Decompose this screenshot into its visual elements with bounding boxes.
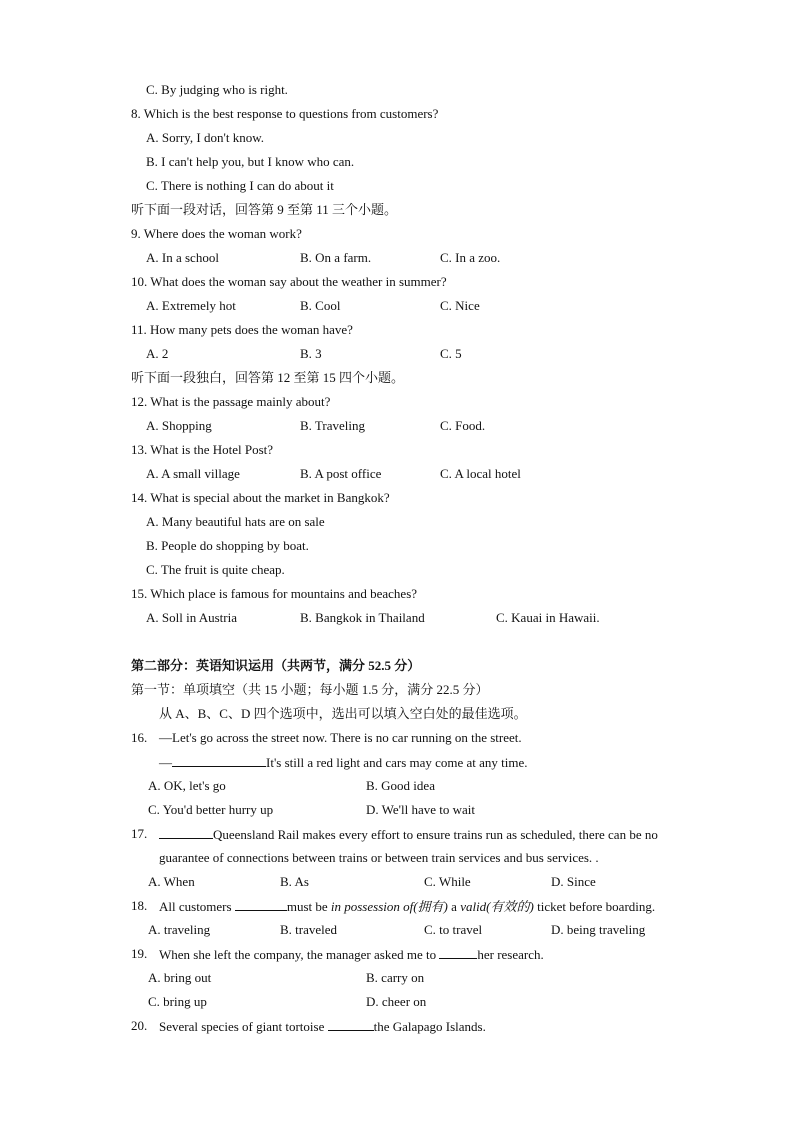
question-15: 15. Which place is famous for mountains and beaches? [131,586,418,601]
q16-option-c: C. You'd better hurry up [148,802,274,817]
q15-option-a: A. Soll in Austria [146,610,238,625]
q18-option-b: B. traveled [280,922,338,937]
q14-option-b: B. People do shopping by boat. [146,538,309,553]
q13-option-b: B. A post office [300,466,382,481]
question-13: 13. What is the Hotel Post? [131,442,274,457]
question-10: 10. What does the woman say about the weather in summer? [131,274,447,289]
q16-option-a: A. OK, let's go [148,778,226,793]
question-9: 9. Where does the woman work? [131,226,302,241]
q16-dash: — [159,755,172,770]
q11-option-a: A. 2 [146,346,169,361]
q16-number: 16. [131,730,148,745]
q20-line [159,1018,486,1035]
q19-option-a: A. bring out [148,970,212,985]
q11-option-c: C. 5 [440,346,462,361]
q15-option-b: B. Bangkok in Thailand [300,610,425,625]
q19-number: 19. [131,946,148,961]
q9-option-a: A. In a school [146,250,219,265]
question-12: 12. What is the passage mainly about? [131,394,331,409]
q16-blank [172,754,266,767]
q17-option-b: B. As [280,874,309,889]
q16-option-d: D. We'll have to wait [366,802,476,817]
q17-line2: guarantee of connections between trains or between train services and bus services. . [159,850,599,865]
q19-line [159,946,544,963]
q19-option-b: B. carry on [366,970,425,985]
q10-option-a: A. Extremely hot [146,298,236,313]
q18-italic-1: in possession of(拥有) [330,899,448,914]
q10-option-b: B. Cool [300,298,341,313]
q20-pre: Several species of giant tortoise [159,1019,325,1034]
q18-number: 18. [131,898,148,913]
q12-option-a: A. Shopping [146,418,212,433]
q18-mid2: a [447,899,461,914]
q9-option-c: C. In a zoo. [440,250,501,265]
q19-option-c: C. bring up [148,994,207,1009]
question-8: 8. Which is the best response to questions from customers? [131,106,439,121]
q18-pre: All customers [159,899,232,914]
q13-option-c: C. A local hotel [440,466,521,481]
q17-text1: Queensland Rail makes every effort to ensure trains run as scheduled, there can be no [213,827,658,842]
q18-option-c: C. to travel [424,922,483,937]
q16-line2 [159,754,528,771]
q16-text: It's still a red light and cars may come at any time. [266,755,528,770]
question-14: 14. What is special about the market in Bangkok? [131,490,390,505]
monologue-instruction: 听下面一段独白，回答第 12 至第 15 四个小题。 [131,370,405,385]
q19-option-d: D. cheer on [366,994,427,1009]
q20-blank [328,1018,374,1031]
q18-option-d: D. being traveling [551,922,646,937]
q17-blank [159,826,213,839]
question-11: 11. How many pets does the woman have? [131,322,353,337]
section1-heading: 第一节：单项填空（共 15 小题；每小题 1.5 分，满分 22.5 分） [131,682,489,697]
q18-post: ticket before boarding. [533,899,656,914]
q18-italic-2: valid(有效的) [460,899,534,914]
q16-option-b: B. Good idea [366,778,435,793]
q8-option-a: A. Sorry, I don't know. [146,130,265,145]
q19-pre: When she left the company, the manager asked me to [159,947,437,962]
q18-mid: must be [286,899,331,914]
q17-number: 17. [131,826,148,841]
q17-option-a: A. When [148,874,195,889]
q15-option-c: C. Kauai in Hawaii. [496,610,600,625]
q10-option-c: C. Nice [440,298,480,313]
section1-instruction: 从 A、B、C、D 四个选项中，选出可以填入空白处的最佳选项。 [159,706,527,721]
q14-option-a: A. Many beautiful hats are on sale [146,514,325,529]
q12-option-c: C. Food. [440,418,486,433]
q20-post: the Galapago Islands. [373,1019,486,1034]
dialogue-instruction: 听下面一段对话，回答第 9 至第 11 三个小题。 [131,202,398,217]
q19-post: her research. [477,947,544,962]
q12-option-b: B. Traveling [300,418,366,433]
q19-blank [439,946,477,959]
part2-heading: 第二部分：英语知识运用（共两节，满分 52.5 分） [131,658,421,673]
q7-option-c: C. By judging who is right. [146,82,288,97]
q13-option-a: A. A small village [146,466,240,481]
q18-option-a: A. traveling [148,922,211,937]
q20-number: 20. [131,1018,148,1033]
q9-option-b: B. On a farm. [300,250,372,265]
q17-line1 [159,826,658,843]
q17-option-c: C. While [424,874,471,889]
q8-option-c: C. There is nothing I can do about it [146,178,334,193]
q8-option-b: B. I can't help you, but I know who can. [146,154,355,169]
q17-option-d: D. Since [551,874,596,889]
q18-line [159,898,655,915]
q11-option-b: B. 3 [300,346,322,361]
q16-line1: —Let's go across the street now. There is no car running on the street. [159,730,522,745]
q14-option-c: C. The fruit is quite cheap. [146,562,285,577]
q18-blank [235,898,287,911]
